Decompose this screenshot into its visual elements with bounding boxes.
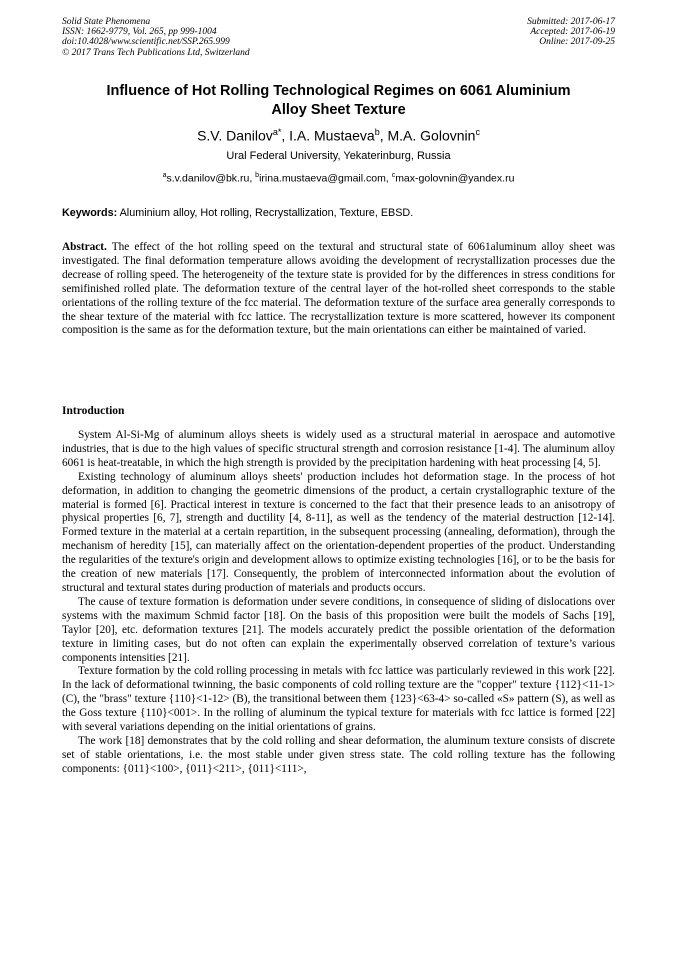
author-3: M.A. Golovnin <box>387 127 476 144</box>
journal-name: Solid State Phenomena <box>62 17 151 27</box>
email-c-mark: c <box>391 172 396 179</box>
abstract-label: Abstract. <box>62 241 107 253</box>
copyright-line: © 2017 Trans Tech Publications Ltd, Switzerland <box>62 47 250 58</box>
author-list: S.V. Danilov$^{a*}$, I.A. Mustaeva$^b$, M.A. Golovnin$^c$ <box>197 127 480 144</box>
intro-paragraph: Existing technology of aluminum alloys sheets' production includes hot deformation stage. In the process of hot deformation, in addition to changing the geometric dimensions of the product, a certain crystallographic texture of the material is formed [6]. Practical interest in texture is concerned to the fact that their presence leads to an anisotropy of physical properties [6, 7], strength and ductility [4, 8-11], as well as the tendency of the material destruction [12-14]. Formed texture in the material at a certain repartition, in the subsequent processing (annealing, deformation), through the mechanism of heredity [15], can materially affect on the orientation-dependent properties of the product. Understanding the regularities of the texture's origin and development allows to optimize existing technologies [16], or to be the basis for the creation of new materials [17]. Consequently, the problem of interconnected information about the evolution of structural and textural states during production of materials and products occurs. <box>62 470 615 594</box>
intro-paragraph: The cause of texture formation is deformation under severe conditions, in consequence of sliding of dislocations over systems with the maximum Schmid factor [18]. On the basis of this proposition were built the models of Sachs [19], Taylor [20], etc. deformation textures [21]. The models accurately predict the possible orientation of the deformation texture in limiting cases, but do not often can explain the experimentally observed correlation of texture’s various components intensities [21]. <box>62 595 615 664</box>
intro-paragraph: System Al-Si-Mg of aluminum alloys sheets is widely used as a structural material in aerospace and automotive industries, that is due to the high values of specific structural strength and corrosion resistance [1-4]. The aluminum alloy 6061 is heat-treatable, in which the high strength is provided by the precipitation hardening with heat processing [4, 5]. <box>62 429 615 469</box>
author-2: I.A. Mustaeva <box>289 127 375 144</box>
title-line-2: Alloy Sheet Texture <box>271 102 406 118</box>
keywords-label: Keywords: <box>62 207 118 219</box>
abstract-text: The effect of the hot rolling speed on the textural and structural state of 6061aluminum alloy sheet was investigated. The final deformation temperature allows avoiding the development of recrystallization processes due the decrease of rolling speed. The heterogeneity of the texture state is provided for by the differences in stress conditions for semifinished rolled plate. The deformation texture of the central layer of the hot-rolled sheet corresponds to the stable orientations of the rolling texture of the fcc material. The deformation texture of the surface area generally corresponds to the shear texture of the material with fcc lattice. The recrystallization texture is more scattered, however its component composition is the same as for the deformation texture, but the main orientations can either be maintained of varied. <box>62 241 615 337</box>
author-emails <box>62 169 615 186</box>
intro-paragraph: The work [18] demonstrates that by the cold rolling and shear deformation, the aluminum texture consists of discrete set of stable orientations, i.e. the most stable under given stress state. The cold rolling texture has the following components: {011}<100>, {011}<211>, {011}<111>, <box>62 734 615 775</box>
author-3-mark: c <box>475 127 480 137</box>
doi-line: doi:10.4028/www.scientific.net/SSP.265.999 <box>62 37 230 48</box>
submission-dates <box>527 17 615 48</box>
introduction-body <box>62 429 615 777</box>
online-date: Online: 2017-09-25 <box>539 37 615 48</box>
affiliation: Ural Federal University, Yekaterinburg, Russia <box>226 150 451 162</box>
submitted-date: Submitted: 2017-06-17 <box>527 17 615 27</box>
email-b-mark: b <box>255 172 260 179</box>
introduction-heading: Introduction <box>62 405 125 417</box>
author-1-mark: a* <box>272 127 282 137</box>
email-c: max-golovnin@yandex.ru <box>395 172 515 185</box>
issn-line: ISSN: 1662-9779, Vol. 265, pp 999-1004 <box>62 27 217 38</box>
abstract <box>62 241 615 338</box>
email-a-mark: a <box>162 172 167 179</box>
email-a: s.v.danilov@bk.ru, <box>166 172 253 185</box>
accepted-date: Accepted: 2017-06-19 <box>530 27 615 38</box>
email-b: irina.mustaeva@gmail.com, <box>259 172 389 185</box>
keywords-text: Aluminium alloy, Hot rolling, Recrystallization, Texture, EBSD. <box>119 207 414 219</box>
title-line-1: Influence of Hot Rolling Technological Regimes on 6061 Aluminium <box>106 83 571 99</box>
journal-info <box>62 17 250 58</box>
keywords <box>62 206 615 220</box>
author-1: S.V. Danilov <box>197 127 273 144</box>
author-2-mark: b <box>374 127 380 137</box>
intro-paragraph: Texture formation by the cold rolling processing in metals with fcc lattice was particularly reviewed in this work [22]. In the lack of deformational twinning, the basic components of cold rolling texture are the "copper" texture {112}<11-1> (C), the "brass" texture {110}<1-12> (B), the transitional between them {123}<63-4> so-called «S» pattern (S), as well as the Goss texture {110}<001>. In the rolling of aluminum the typical texture for materials with fcc lattice is formed [22] with several variations depending on the initial orientations of grains. <box>62 665 615 734</box>
paper-title <box>62 82 615 120</box>
